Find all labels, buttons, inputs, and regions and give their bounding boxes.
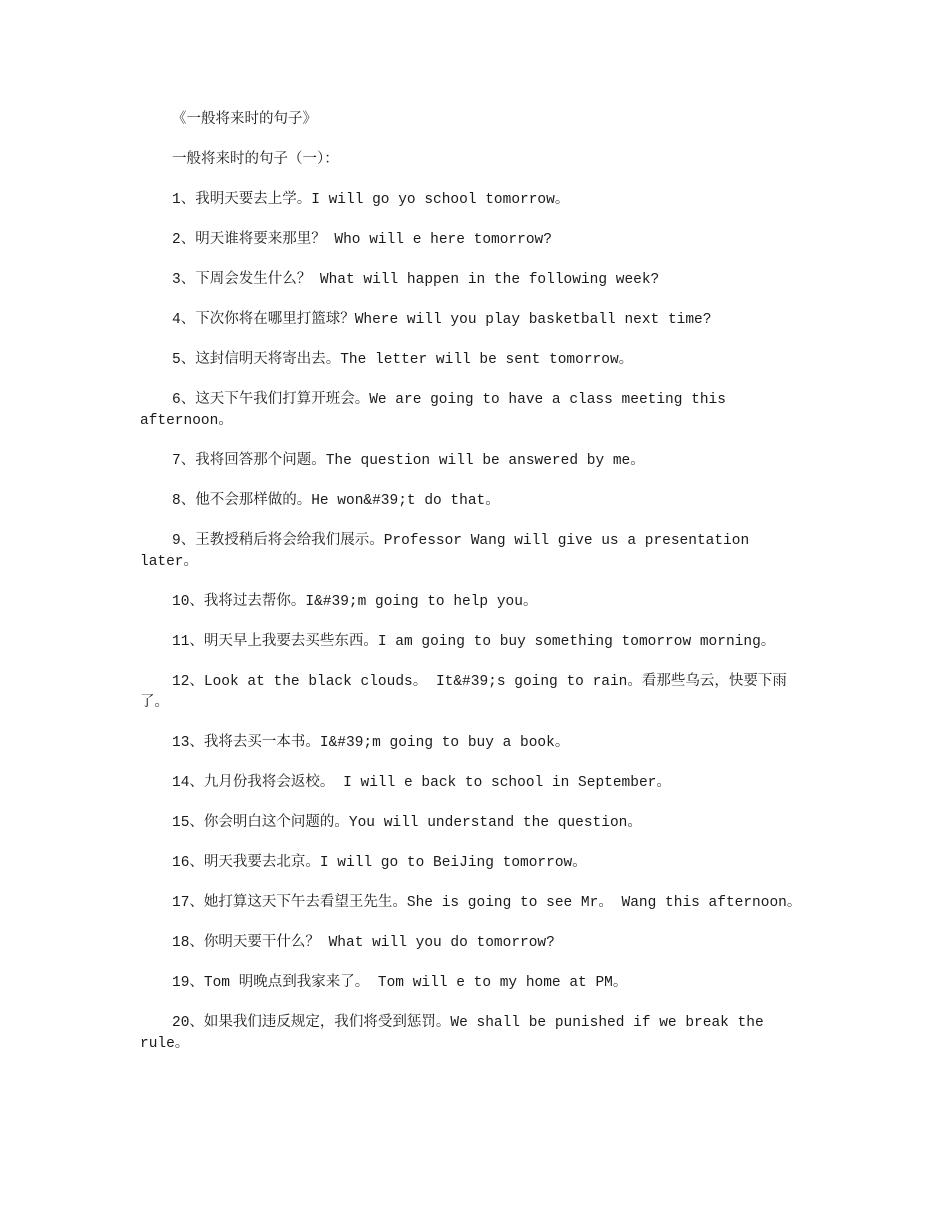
sentence-item: 9、王教授稍后将会给我们展示。Professor Wang will give us a presentation later。 — [140, 533, 758, 570]
sentence-item: 12、Look at the black clouds。 It&#39;s going to rain。看那些乌云，快要下雨了。 — [140, 674, 787, 711]
sentence-item: 3、下周会发生什么？ What will happen in the following week? — [172, 272, 660, 288]
sentence-item: 13、我将去买一本书。I&#39;m going to buy a book。 — [172, 735, 570, 751]
sentence-item: 10、我将过去帮你。I&#39;m going to help you。 — [172, 594, 538, 610]
sentence-item: 17、她打算这天下午去看望王先生。She is going to see Mr。 Wang this afternoon。 — [172, 895, 802, 911]
sentence-item: 16、明天我要去北京。I will go to BeiJing tomorrow。 — [172, 855, 587, 871]
sentence-item: 7、我将回答那个问题。The question will be answered by me。 — [172, 453, 645, 469]
sentence-item: 18、你明天要干什么？ What will you do tomorrow? — [172, 935, 555, 951]
sentence-item: 8、他不会那样做的。He won&#39;t do that。 — [172, 493, 500, 509]
sentence-item: 2、明天谁将要来那里？ Who will e here tomorrow? — [172, 232, 552, 248]
document-body — [140, 110, 805, 1074]
sentence-item: 5、这封信明天将寄出去。The letter will be sent tomorrow。 — [172, 352, 634, 368]
sentence-item: 20、如果我们违反规定，我们将受到惩罚。We shall be punished if we break the rule。 — [140, 1015, 773, 1052]
sentence-item: 4、下次你将在哪里打篮球？Where will you play basketball next time? — [172, 312, 712, 328]
document-title: 《一般将来时的句子》 — [172, 112, 317, 128]
sentence-item: 15、你会明白这个问题的。You will understand the question。 — [172, 815, 642, 831]
sentence-item: 11、明天早上我要去买些东西。I am going to buy something tomorrow morning。 — [172, 634, 776, 650]
section-heading: 一般将来时的句子（一）： — [172, 152, 339, 168]
sentence-item: 19、Tom 明晚点到我家来了。 Tom will e to my home at PM。 — [172, 975, 628, 991]
sentence-item: 14、九月份我将会返校。 I will e back to school in September。 — [172, 775, 671, 791]
sentence-item: 6、这天下午我们打算开班会。We are going to have a class meeting this afternoon。 — [140, 392, 735, 429]
sentence-item: 1、我明天要去上学。I will go yo school tomorrow。 — [172, 192, 570, 208]
